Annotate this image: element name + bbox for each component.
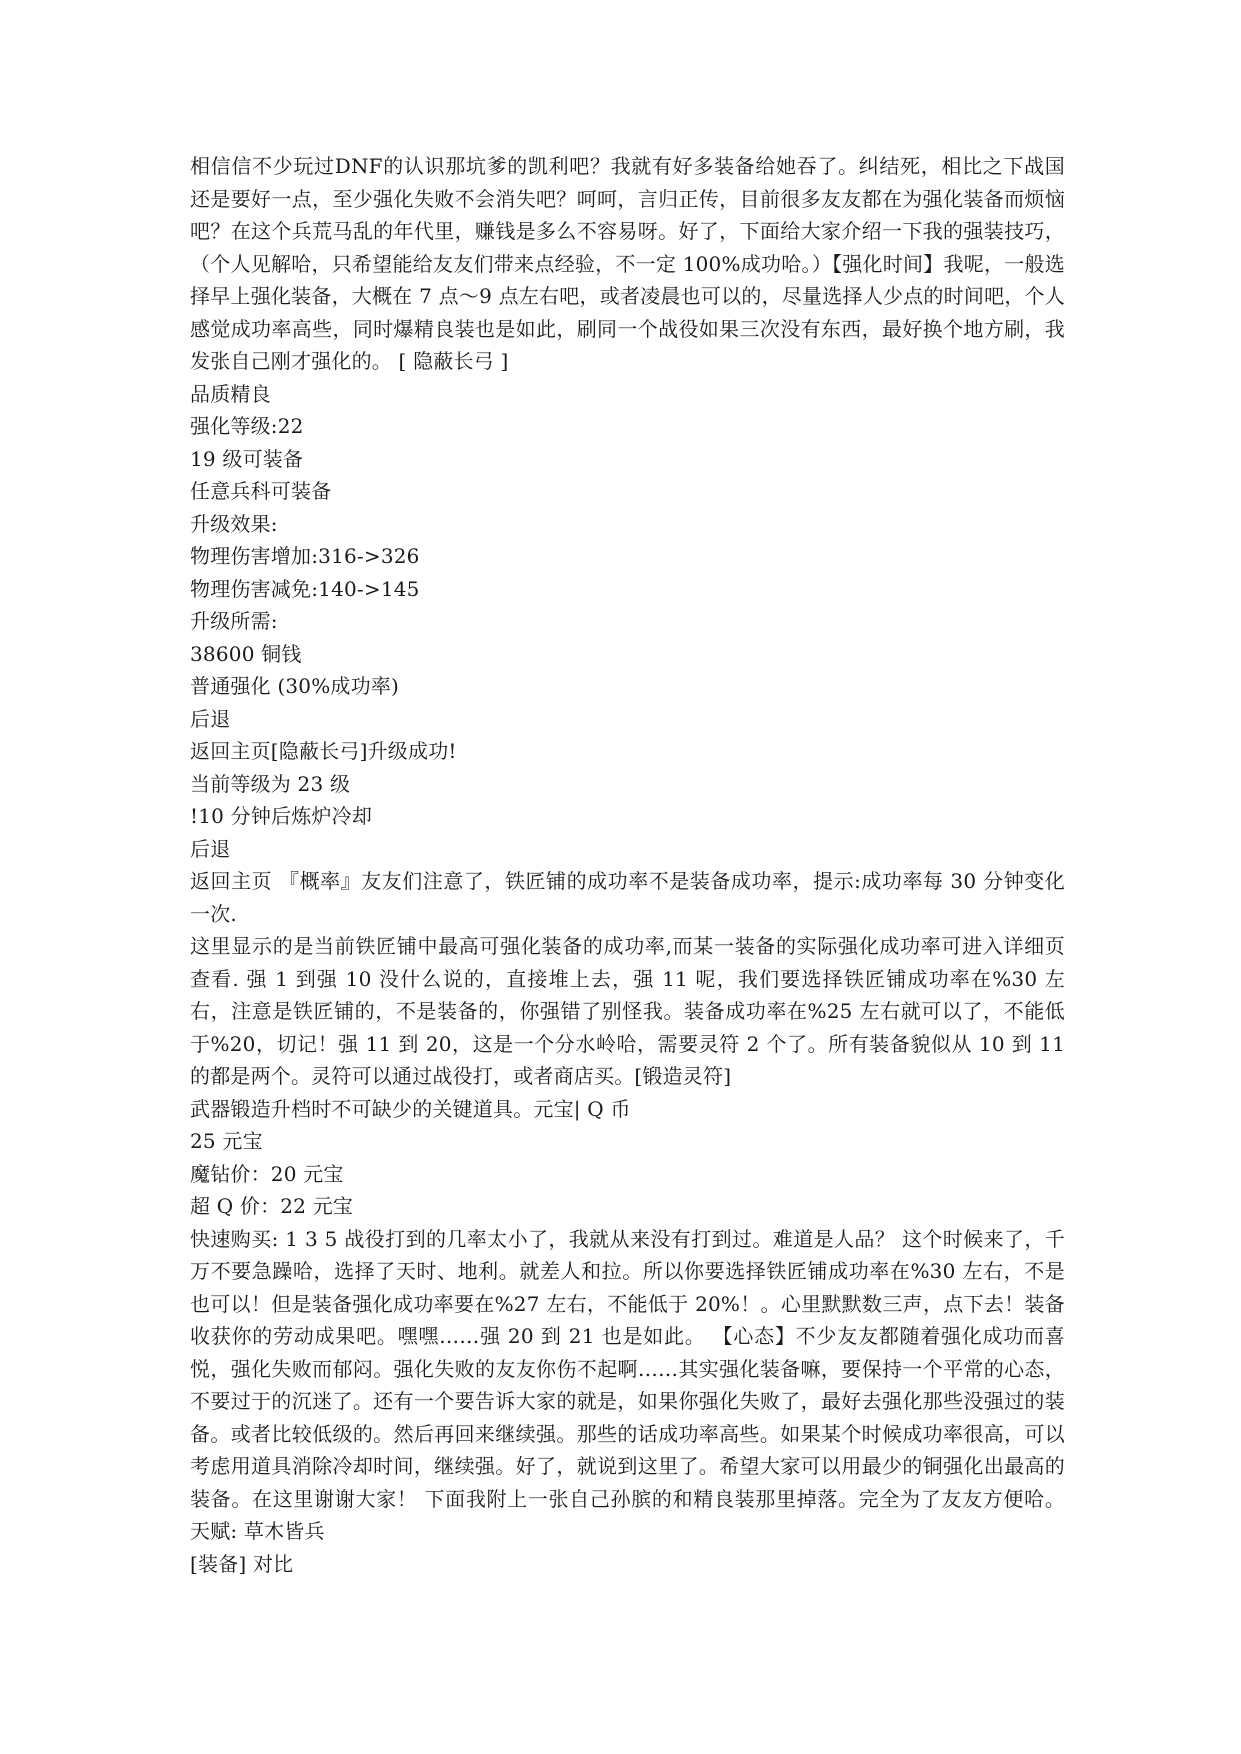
item-enhance-level: 强化等级:22 <box>190 414 304 438</box>
probability-paragraph: 返回主页 『概率』友友们注意了，铁匠铺的成功率不是装备成功率，提示:成功率每 30 分钟变化一次. <box>190 869 1065 926</box>
item-class-restriction: 任意兵科可装备 <box>190 479 332 503</box>
intro-paragraph: 相信信不少玩过DNF的认识那坑爹的凯利吧？我就有好多装备给她吞了。纠结死，相比之下战国还是要好一点，至少强化失败不会消失吧？呵呵，言归正传，目前很多友友都在为强化装备而烦恼吧？在这个兵荒马乱的年代里，赚钱是多么不容易呀。好了，下面给大家介绍一下我的强装技巧，（个人见解哈，只希望能给友友们带来点经验，不一定 100%成功哈。）【强化时间】我呢，一般选择早上强化装备，大概在 7 点～9 点左右吧，或者凌晨也可以的，尽量选择人少点的时间吧，个人感觉成功率高些，同时爆精良装也是如此，刷同一个战役如果三次没有东西，最好换个地方刷，我发张自己刚才强化的。 [ 隐蔽长弓 ] <box>190 154 1066 373</box>
back-line: 后退 <box>190 706 231 731</box>
cooldown-line: !10 分钟后炼炉冷却 <box>190 804 373 828</box>
upgrade-effect-heading: 升级效果: <box>190 511 278 536</box>
normal-enhance-option: 普通强化 (30%成功率) <box>190 674 400 698</box>
talisman-diamond-price: 魔钻价：20 元宝 <box>190 1161 344 1186</box>
talisman-price: 25 元宝 <box>190 1129 263 1153</box>
success-rate-paragraph: 这里显示的是当前铁匠铺中最高可强化装备的成功率,而某一装备的实际强化成功率可进入详细页查看. 强 1 到强 10 没什么说的，直接堆上去，强 11 呢，我们要选择铁匠铺成功率在%30 左右，注意是铁匠铺的，不是装备的，你强错了别怪我。装备成功率在%25 左右就可以了，不能低于%20，切记！强 11 到 20，这是一个分水岭哈，需要灵符 2 个了。所有装备貌似从 10 到 11 的都是两个。灵符可以通过战役打，或者商店买。[锻造灵符] <box>190 934 1065 1088</box>
upgrade-cost-heading: 升级所需: <box>190 609 278 633</box>
talisman-description: 武器锻造升档时不可缺少的关键道具。元宝| Q 币 <box>190 1096 631 1121</box>
quick-buy-paragraph: 快速购买: 1 3 5 战役打到的几率太小了，我就从来没有打到过。难道是人品？ 这个时候来了，千万不要急躁哈，选择了天时、地利。就差人和拉。所以你要选择铁匠铺成功率在%30 左右，不是也可以！但是装备强化成功率要在%27 左右，不能低于 20%！。心里默默数三声，点下去！装备收获你的劳动成果吧。嘿嘿……强 20 到 21 也是如此。 【心态】不少友友都随着强化成功而喜悦，强化失败而郁闷。强化失败的友友你伤不起啊……其实强化装备嘛，要保持一个平常的心态，不要过于的沉迷了。还有一个要告诉大家的就是，如果你强化失败了，最好去强化那些没强过的装备。或者比较低级的。然后再回来继续强。那些的话成功率高些。如果某个时候成功率很高，可以考虑用道具消除冷却时间，继续强。好了，就说到这里了。希望大家可以用最少的铜强化出最高的装备。在这里谢谢大家！ 下面我附上一张自己孙膑的和精良装那里掉落。完全为了友友方便哈。 天赋: 草木皆兵 <box>190 1226 1065 1543</box>
equipment-compare-line: [装备] 对比 <box>190 1551 294 1576</box>
document-body <box>190 150 1065 1580</box>
upgrade-physical-damage: 物理伤害增加:316->326 <box>190 544 420 568</box>
current-level-line: 当前等级为 23 级 <box>190 771 351 796</box>
upgrade-success-line: 返回主页[隐蔽长弓]升级成功! <box>190 739 457 763</box>
item-quality: 品质精良 <box>190 381 271 406</box>
back-line-2: 后退 <box>190 836 231 861</box>
upgrade-physical-reduction: 物理伤害减免:140->145 <box>190 576 420 601</box>
upgrade-cost-value: 38600 铜钱 <box>190 641 302 666</box>
talisman-superq-price: 超 Q 价：22 元宝 <box>190 1194 354 1218</box>
item-required-level: 19 级可装备 <box>190 446 304 471</box>
